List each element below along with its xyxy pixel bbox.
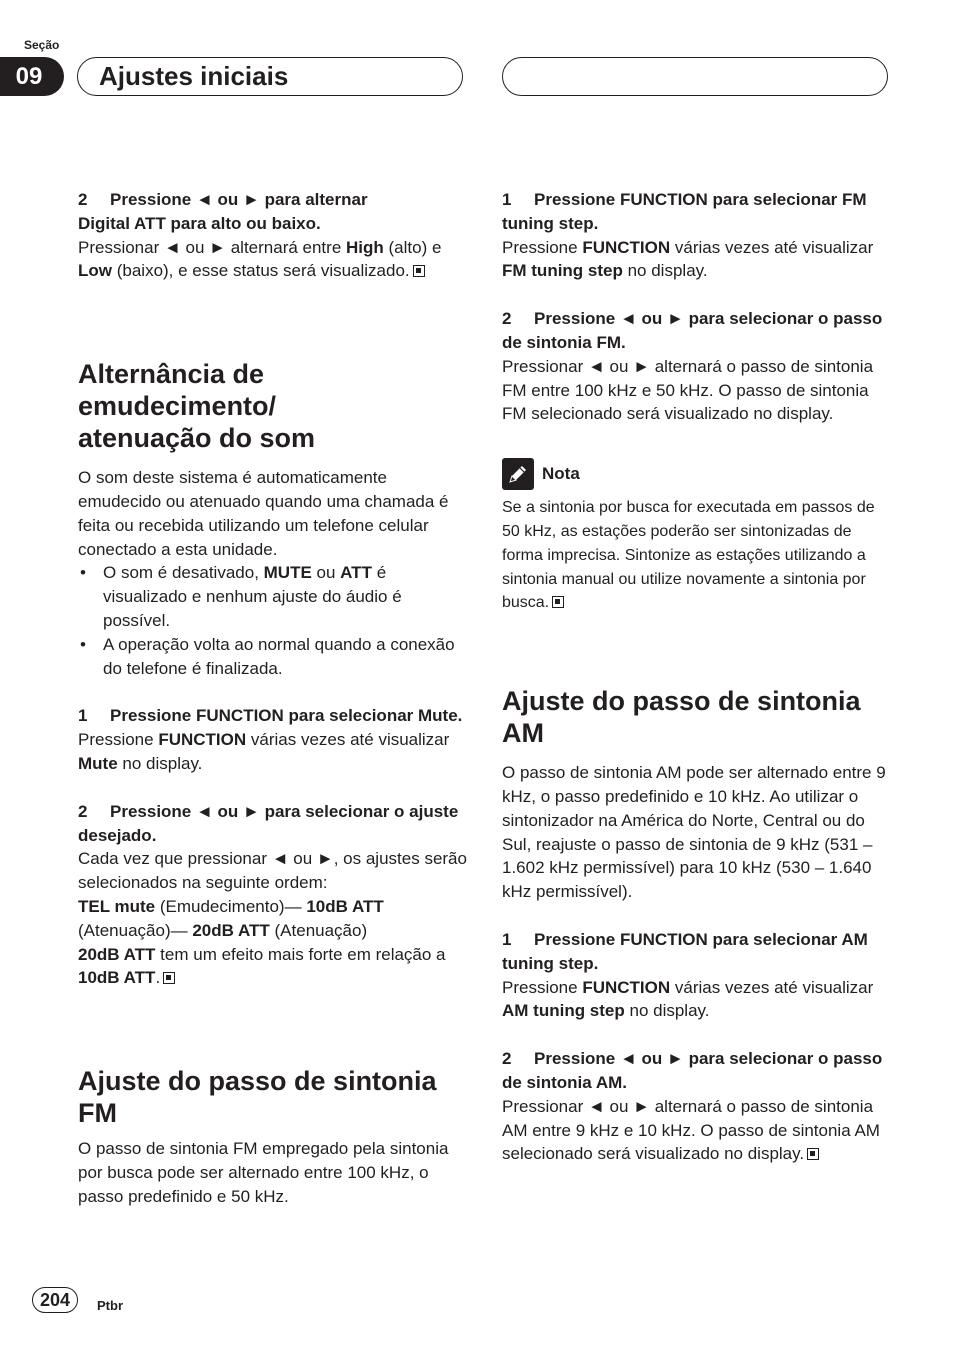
step-body: Pressionar ◄ ou ► alternará o passo de sintonia AM entre 9 kHz e 10 kHz. O passo de sintonia AM selecionado será visualizado no display. bbox=[502, 1096, 880, 1164]
am-intro: O passo de sintonia AM pode ser alternado entre 9 kHz, o passo predefinido e 10 kHz. Ao utilizar o sintonizador na América do Norte, Central ou do Sul, reajuste o passo de sintonia de 9 kHz (531 – 1.602 kHz permissível) para 10 kHz (530 – 1.640 kHz permissível). bbox=[502, 763, 886, 902]
fm-heading: Ajuste do passo de sintonia FM bbox=[78, 1066, 437, 1129]
step-heading: 1 Pressione FUNCTION para selecionar AM tuning step. bbox=[502, 929, 868, 973]
note-header bbox=[502, 458, 892, 490]
note-body: Se a sintonia por busca for executada em passos de 50 kHz, as estações poderão ser sintonizadas de forma imprecisa. Sintonize as estações utilizando a sintonia manual ou utilize novamente a sintonia por busca. bbox=[502, 499, 875, 612]
step-body: Pressione FUNCTION várias vezes até visualizar Mute no display. bbox=[78, 730, 450, 773]
step-heading: 1 Pressione FUNCTION para selecionar Mute. bbox=[78, 706, 463, 726]
end-mark-icon bbox=[163, 972, 175, 984]
step-heading: 2 Pressione ◄ ou ► para selecionar o passo de sintonia FM. bbox=[502, 309, 883, 352]
step-heading: 2 Pressione ◄ ou ► para selecionar o ajuste desejado. bbox=[78, 801, 459, 845]
fm-intro: O passo de sintonia FM empregado pela sintonia por busca pode ser alternado entre 100 kHz, o passo predefinido e 50 kHz. bbox=[78, 1139, 449, 1206]
page-number: 204 bbox=[32, 1287, 78, 1313]
step-body-sequence: TEL mute (Emudecimento)— 10dB ATT (Atenuação)— 20dB ATT (Atenuação) bbox=[78, 896, 384, 940]
left-column bbox=[78, 188, 468, 1209]
mute-heading: Alternância de emudecimento/ atenuação do som bbox=[78, 359, 316, 454]
section-title: Ajustes iniciais bbox=[99, 61, 289, 91]
list-item: • A operação volta ao normal quando a conexão do telefone é finalizada. bbox=[78, 633, 468, 681]
step-body: Pressione FUNCTION várias vezes até visualizar AM tuning step no display. bbox=[502, 977, 874, 1021]
right-column bbox=[502, 188, 892, 1166]
section-label: Seção bbox=[24, 38, 60, 52]
pencil-note-icon bbox=[502, 458, 534, 490]
step-heading: 2 Pressione ◄ ou ► para selecionar o passo de sintonia AM. bbox=[502, 1049, 883, 1092]
end-mark-icon bbox=[552, 596, 564, 608]
step-body: Cada vez que pressionar ◄ ou ►, os ajustes serão selecionados na seguinte ordem: bbox=[78, 849, 467, 893]
mute-intro: O som deste sistema é automaticamente emudecido ou atenuado quando uma chamada é feita ou recebida utilizando um telefone celular conectado a esta unidade. bbox=[78, 468, 449, 559]
list-item: • O som é desativado, MUTE ou ATT é visualizado e nenhum ajuste do áudio é possível. bbox=[78, 561, 468, 632]
step-heading: 2 Pressione ◄ ou ► para alternar Digital ATT para alto ou baixo. bbox=[78, 190, 368, 233]
section-number-badge: 09 bbox=[0, 57, 64, 96]
step-body: Pressione FUNCTION várias vezes até visualizar FM tuning step no display. bbox=[502, 237, 874, 281]
language-code: Ptbr bbox=[97, 1298, 123, 1313]
header-empty-frame bbox=[502, 57, 888, 96]
step-body: Pressionar ◄ ou ► alternará o passo de sintonia FM entre 100 kHz e 50 kHz. O passo de sintonia FM selecionado será visualizado no display. bbox=[502, 356, 874, 424]
am-heading: Ajuste do passo de sintonia AM bbox=[502, 686, 861, 749]
note-label: Nota bbox=[542, 464, 580, 484]
step-heading: 1 Pressione FUNCTION para selecionar FM tuning step. bbox=[502, 190, 867, 233]
mute-bullets bbox=[78, 561, 468, 680]
step-body: Pressionar ◄ ou ► alternará entre High (alto) e Low (baixo), e esse status será visualizado. bbox=[78, 237, 442, 281]
end-mark-icon bbox=[413, 265, 425, 277]
step-body-note: 20dB ATT tem um efeito mais forte em relação a 10dB ATT. bbox=[78, 944, 446, 988]
end-mark-icon bbox=[807, 1148, 819, 1160]
